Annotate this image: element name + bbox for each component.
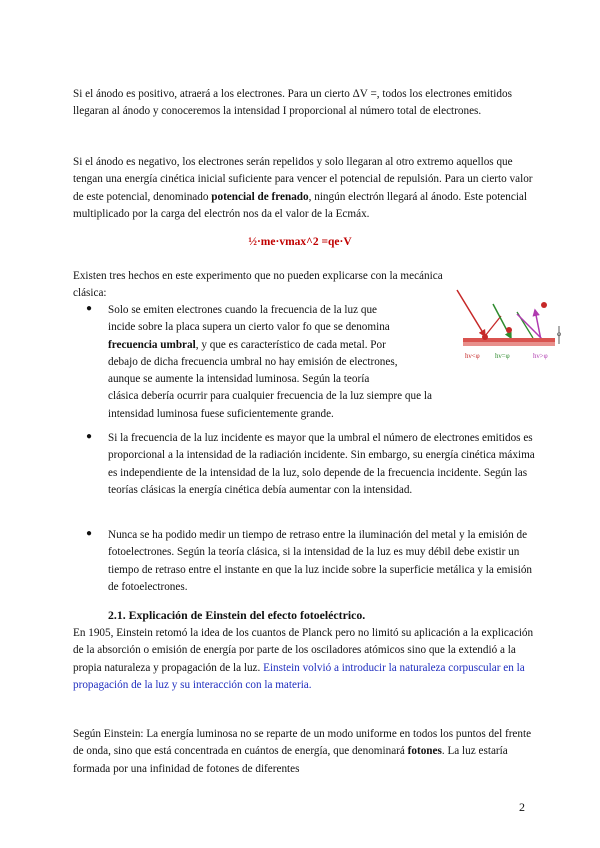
text-span: , ningún electrón llegará al ánodo. Este potencial multiplicado por la carga del electrón nos da el valor de la Ecmáx. xyxy=(73,190,528,220)
bold-term-threshold-frequency: frecuencia umbral xyxy=(108,338,196,351)
electron-red xyxy=(482,334,488,340)
text-span: . La luz estaría formada por una infinidad de fotones de diferentes xyxy=(73,745,508,775)
label-left: hν<φ xyxy=(465,352,480,360)
paragraph-einstein-photons xyxy=(73,726,535,778)
text-span: En 1905, Einstein retomó la idea de los cuantos de Planck pero no limitó su aplicación a la explicación de la absorción o emisión de energía por parte de los osciladores atómicos sino que la extendió a la propia naturaleza y propagación de la luz. xyxy=(73,627,534,674)
highlighted-text: Einstein volvió a introducir la naturaleza corpuscular en la propagación de la luz y su interacción con la materia. xyxy=(73,661,525,691)
red-reflect-line xyxy=(485,316,501,336)
bullet-dot-icon: ● xyxy=(86,528,93,539)
line: intensidad luminosa fuese suficientemente grande. xyxy=(108,407,334,420)
paragraph-anode-negative xyxy=(73,154,533,223)
label-right: hν>φ xyxy=(533,352,548,360)
label-mid: hν=φ xyxy=(495,352,510,360)
electron-ejected xyxy=(541,302,547,308)
text-span: Según Einstein: La energía luminosa no se reparte de un modo uniforme en todos los puntos del frente de onda, sino que está concentrada en cuántos de energía, que denominará xyxy=(73,728,532,758)
page-number: 2 xyxy=(519,800,525,814)
metal-plate xyxy=(463,338,555,342)
formula-kinetic-energy: ½·me·vmax^2 =qe·V xyxy=(248,236,352,248)
line: clásica debería ocurrir para cualquier frecuencia de la luz siempre que la xyxy=(108,390,432,403)
metal-plate-shadow xyxy=(463,342,555,346)
paragraph-einstein-1905 xyxy=(73,625,535,694)
text-span: Si el ánodo es negativo, los electrones serán repelidos y solo llegaran al otro extremo aquellos que tengan una energía cinética inicial suficiente para vencer el potencial de repulsión. Para un cierto valor de este potencial, denominado xyxy=(73,156,533,203)
photoelectric-figure xyxy=(455,286,565,366)
bullet-dot-icon: ● xyxy=(86,303,93,314)
text-span: , y que es característico de cada metal. Por xyxy=(195,338,386,351)
red-light-arrow xyxy=(457,290,485,336)
bullet-item-time-delay: Nunca se ha podido medir un tiempo de retraso entre la iluminación del metal y la emisión de fotoelectrones. Según la teoría clásica, si la intensidad de la luz es muy débil debe existir un tiempo de retraso entre el instante en que la luz incide sobre la superficie metálica y la emisión de fotoelectrones. xyxy=(108,529,533,593)
line: Solo se emiten electrones cuando la frecuencia de la luz que xyxy=(108,304,378,316)
line: aunque se aumente la intensidad luminosa. Según la teoría xyxy=(108,373,370,386)
section-heading: 2.1. Explicación de Einstein del efecto fotoeléctrico. xyxy=(108,608,366,622)
line: debajo de dicha frecuencia umbral no hay emisión de electrones, xyxy=(108,355,398,368)
bold-term-stopping-potential: potencial de frenado xyxy=(211,190,309,203)
paragraph-anode-positive: Si el ánodo es positivo, atraerá a los electrones. Para un cierto ΔV =, todos los electrones emitidos llegaran al ánodo y conoceremos la intensidad I proporcional al número total de electrones. xyxy=(73,88,512,118)
line: incide sobre la placa supera un cierto valor fo que se denomina xyxy=(108,321,390,334)
bullet-item-intensity: Si la frecuencia de la luz incidente es mayor que la umbral el número de electrones emitidos es proporcional a la intensidad de la radiación incidente. Sin embargo, su energía cinética máxima es independiente de la intensidad de la luz, solo depende de la frecuencia incidente. Según las teorías clásicas la energía cinética debía aumentar con la intensidad. xyxy=(108,432,535,496)
paragraph-intro-facts: Existen tres hechos en este experimento que no pueden explicarse con la mecánica clásica: xyxy=(73,270,443,300)
bullet-dot-icon: ● xyxy=(86,431,93,442)
label-phi: φ xyxy=(557,330,562,338)
bold-term-photons: fotones xyxy=(407,745,442,758)
electron-green xyxy=(506,327,512,333)
